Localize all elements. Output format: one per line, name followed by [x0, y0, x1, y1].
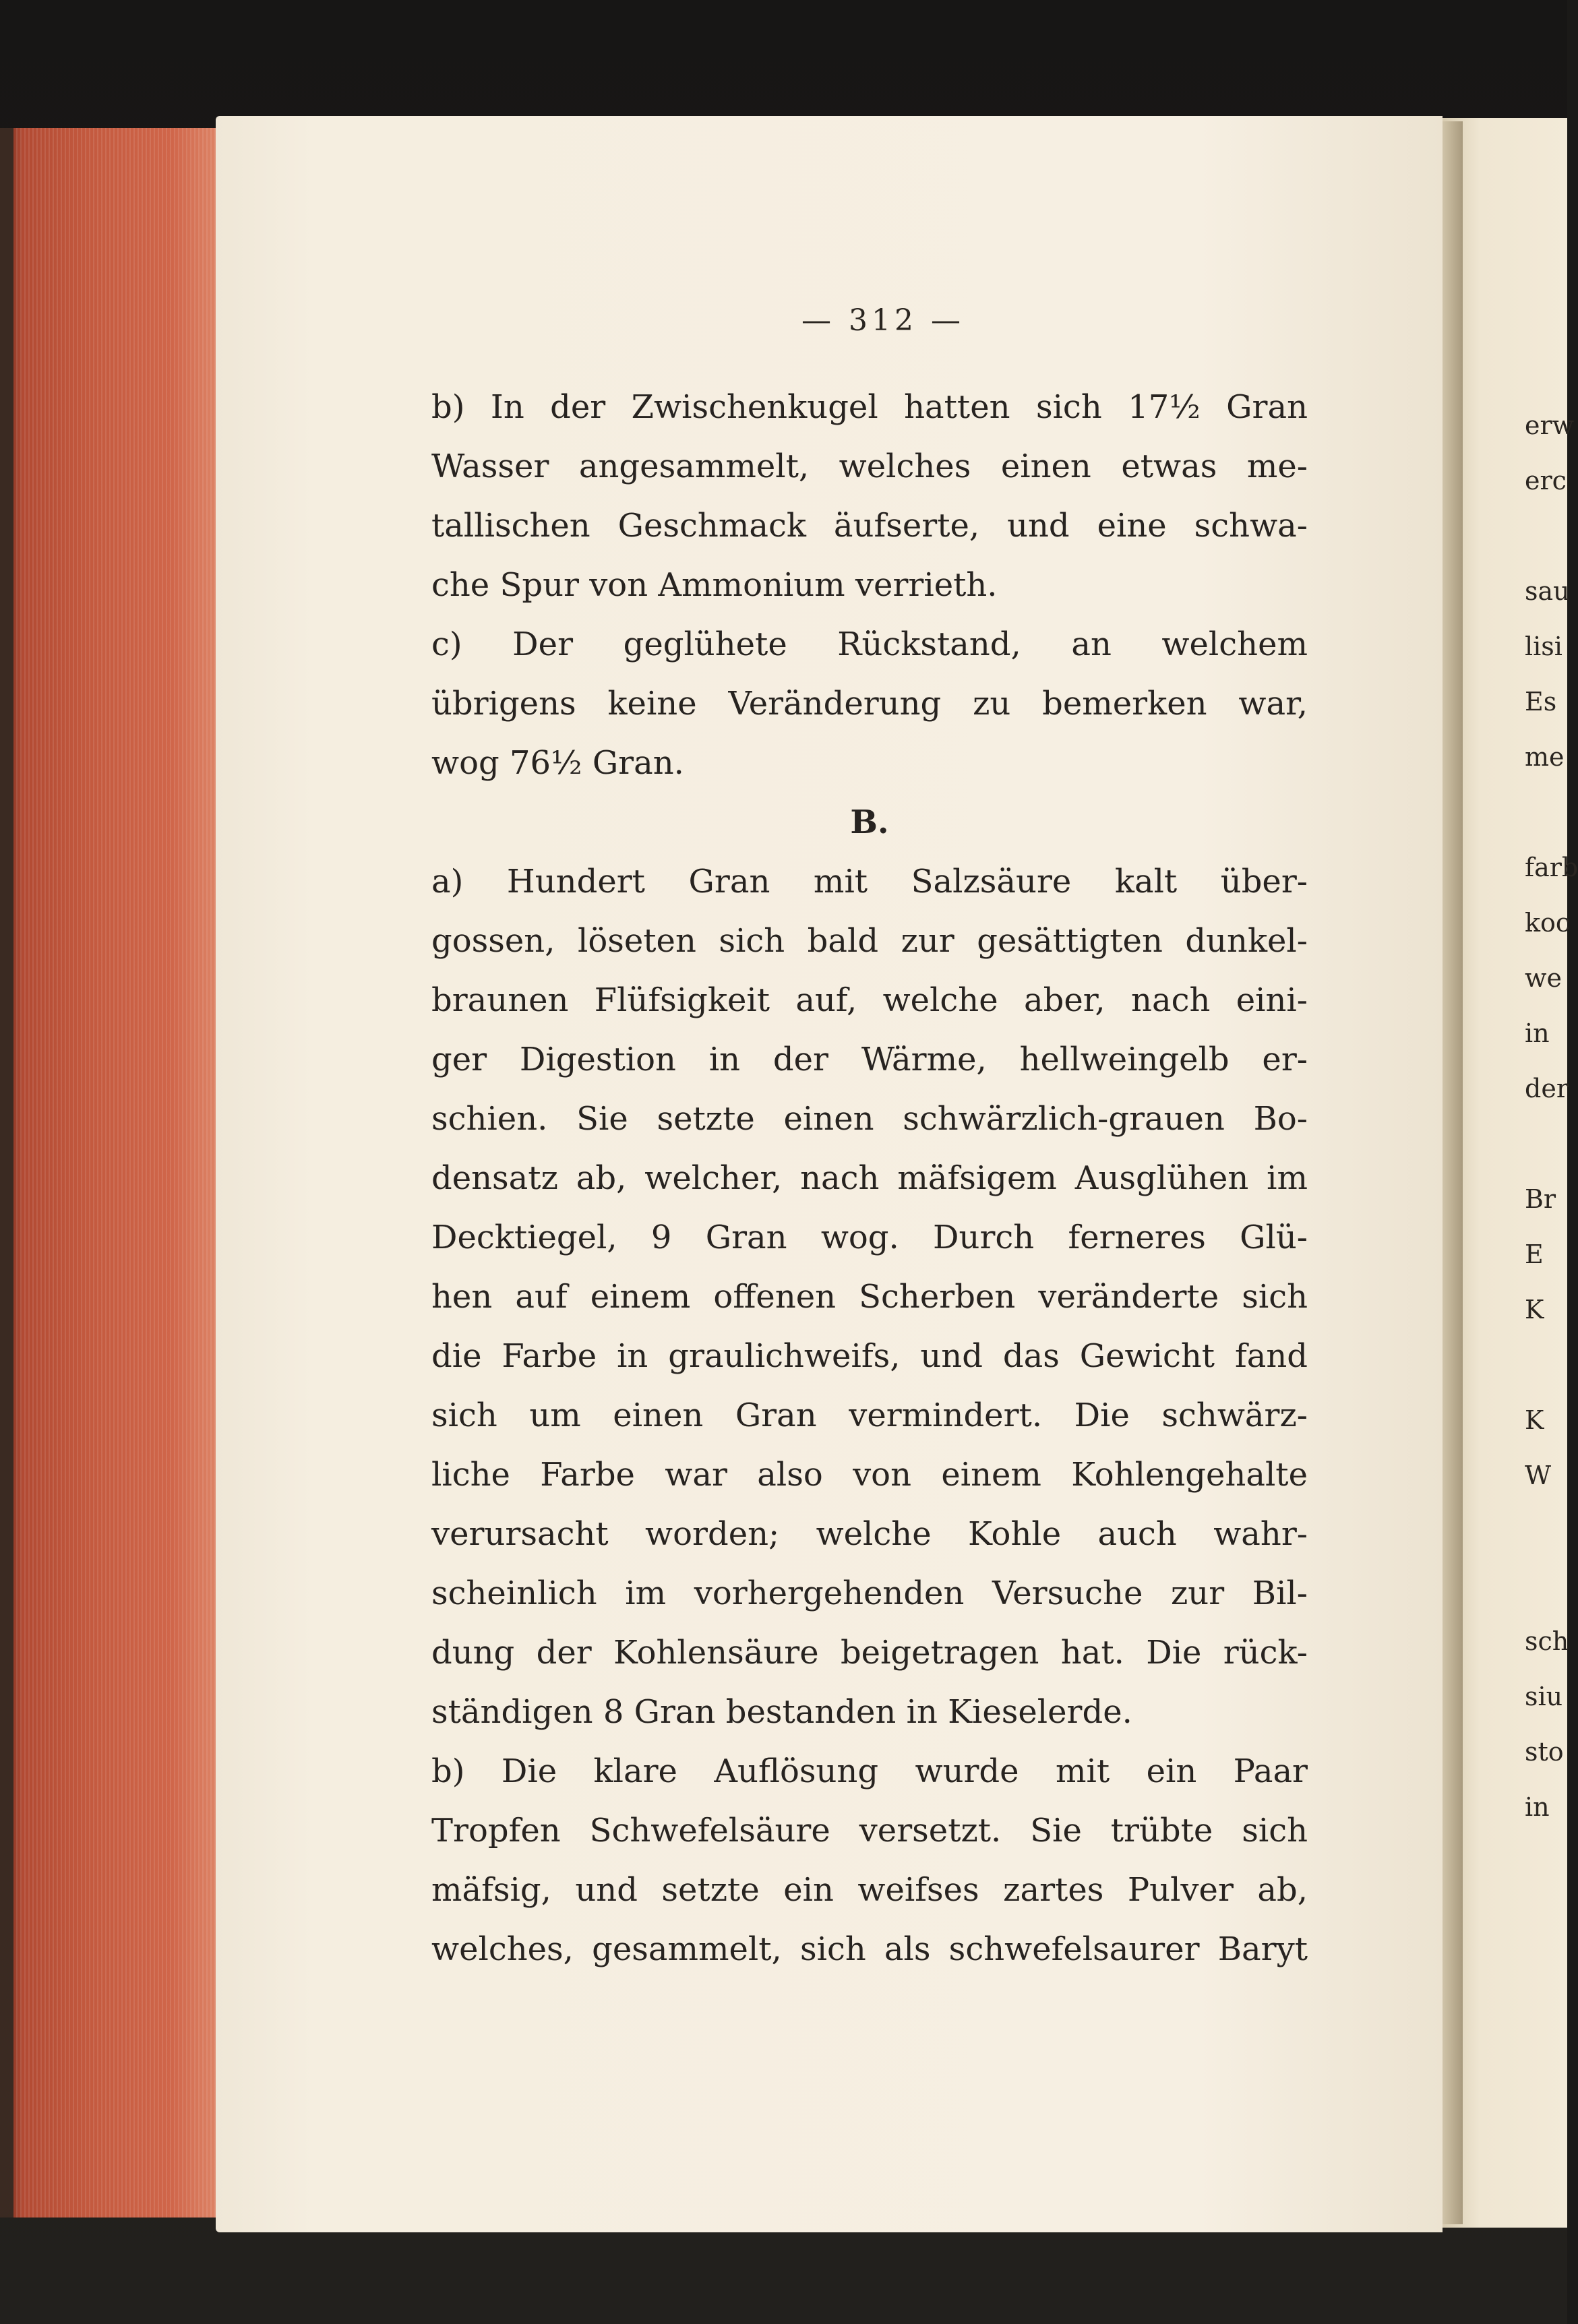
- fragment: [1525, 1116, 1567, 1171]
- fragment: K: [1525, 1295, 1544, 1324]
- text-line: verursacht worden; welche Kohle auch wahr-: [431, 1515, 1308, 1553]
- fragment: [1525, 508, 1567, 563]
- text-line: wog 76½ Gran.: [431, 744, 684, 782]
- section-heading: B.: [850, 803, 889, 841]
- fragment: koc: [1525, 908, 1571, 938]
- text-line: scheinlich im vorhergehenden Versuche zur Bil-: [431, 1574, 1308, 1612]
- fragment: in: [1525, 1792, 1550, 1822]
- fragment: sau: [1525, 576, 1570, 606]
- text-line: dung der Kohlensäure beigetragen hat. Die rück-: [431, 1634, 1308, 1672]
- text-line: braunen Flüfsigkeit auf, welche aber, nach eini-: [431, 981, 1308, 1019]
- text-line: sich um einen Gran vermindert. Die schwärz-: [431, 1397, 1308, 1434]
- fragment: E: [1525, 1240, 1544, 1269]
- text-line: mäfsig, und setzte ein weifses zartes Pulver ab,: [431, 1871, 1308, 1909]
- fragment: siu: [1525, 1682, 1563, 1711]
- text-line: tallischen Geschmack äufserte, und eine schwa-: [431, 507, 1308, 545]
- fragment: W: [1525, 1461, 1552, 1490]
- text-line: ständigen 8 Gran bestanden in Kieselerde.: [431, 1693, 1132, 1731]
- book-cover-edge: [0, 128, 13, 2218]
- text-line: densatz ab, welcher, nach mäfsigem Ausglühen im: [431, 1159, 1308, 1197]
- fragment: [1525, 1558, 1567, 1614]
- text-line: a) Hundert Gran mit Salzsäure kalt über-: [431, 863, 1308, 900]
- fragment: der: [1525, 1074, 1569, 1103]
- text-line: gossen, löseten sich bald zur gesättigten dunkel-: [431, 922, 1308, 960]
- text-line: die Farbe in graulichweifs, und das Gewicht fand: [431, 1337, 1308, 1375]
- text-line: übrigens keine Veränderung zu bemerken war,: [431, 685, 1308, 723]
- fragment: [1525, 785, 1567, 840]
- fragment: Br: [1525, 1184, 1556, 1214]
- fragment: Es: [1525, 687, 1557, 716]
- fragment: we: [1525, 963, 1562, 993]
- fragment: lisi: [1525, 632, 1562, 661]
- fragment: in: [1525, 1018, 1550, 1048]
- text-line: b) Die klare Auflösung wurde mit ein Paar: [431, 1752, 1308, 1790]
- adjacent-page-text: [1525, 398, 1578, 1835]
- page-edges: [0, 128, 229, 2218]
- page-text: [431, 377, 1308, 1979]
- page-number-value: 312: [849, 303, 917, 338]
- text-line: welches, gesammelt, sich als schwefelsaurer Baryt: [431, 1930, 1308, 1968]
- text-line: Tropfen Schwefelsäure versetzt. Sie trübte sich: [431, 1812, 1308, 1849]
- text-line: hen auf einem offenen Scherben veränderte sich: [431, 1278, 1308, 1316]
- fragment: K: [1525, 1405, 1544, 1435]
- fragment: sch: [1525, 1626, 1569, 1656]
- text-line: Wasser angesammelt, welches einen etwas me-: [431, 448, 1308, 485]
- text-line: b) In der Zwischenkugel hatten sich 17½ Gran: [431, 388, 1308, 426]
- text-line: ger Digestion in der Wärme, hellweingelb er-: [431, 1041, 1308, 1078]
- fragment: sto: [1525, 1737, 1564, 1767]
- text-line: schien. Sie setzte einen schwärzlich-grauen Bo-: [431, 1100, 1308, 1138]
- text-line: liche Farbe war also von einem Kohlengehalte: [431, 1456, 1308, 1494]
- fragment: me: [1525, 742, 1565, 772]
- fragment: erc: [1525, 466, 1567, 495]
- text-line: c) Der geglühete Rückstand, an welchem: [431, 625, 1308, 663]
- fragment: erw: [1525, 410, 1575, 440]
- text-line: Decktiegel, 9 Gran wog. Durch ferneres Glü-: [431, 1219, 1308, 1256]
- text-line: che Spur von Ammonium verrieth.: [431, 566, 998, 604]
- fragment: [1525, 1337, 1567, 1393]
- page-number: — 312 —: [801, 303, 965, 338]
- fragment: farb: [1525, 853, 1578, 882]
- fragment: [1525, 1503, 1567, 1558]
